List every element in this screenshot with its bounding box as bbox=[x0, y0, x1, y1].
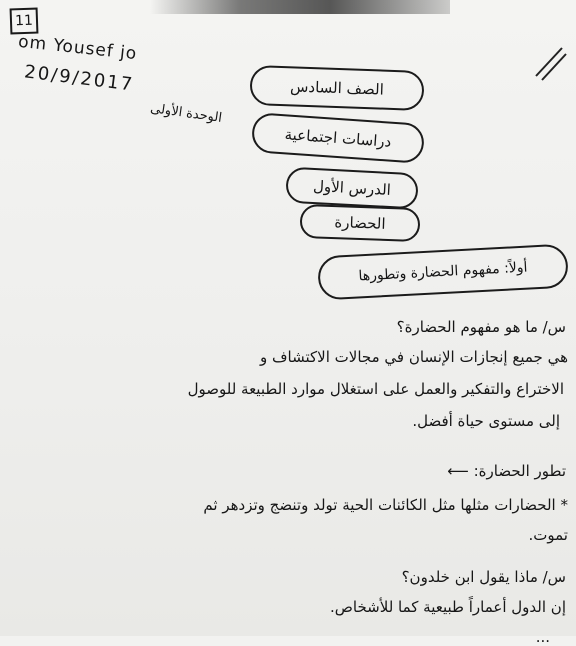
question-1: س/ ما هو مفهوم الحضارة؟ bbox=[396, 318, 566, 336]
answer-2-line-2: ... bbox=[535, 628, 550, 646]
scan-shadow bbox=[150, 0, 450, 14]
development-line-1: * الحضارات مثلها مثل الكائنات الحية تولد وتنضج وتزدهر ثم bbox=[203, 496, 568, 514]
answer-1-line-1: هي جميع إنجازات الإنسان في مجالات الاكتشاف و bbox=[259, 348, 568, 366]
section-title: أولاً: مفهوم الحضارة وتطورها bbox=[317, 243, 569, 300]
grade-label: الصف السادس bbox=[249, 65, 424, 111]
development-line-2: تموت. bbox=[528, 526, 568, 544]
margin-slash-marks bbox=[532, 42, 568, 82]
answer-1-line-2: الاختراع والتفكير والعمل على استغلال موارد الطبيعة للوصول bbox=[187, 380, 564, 398]
subject-label: دراسات اجتماعية bbox=[251, 112, 425, 164]
answer-2-line-1: إن الدول أعماراً طبيعية كما للأشخاص. bbox=[330, 598, 566, 616]
page-number: 11 bbox=[10, 8, 39, 35]
answer-1-line-3: إلى مستوى حياة أفضل. bbox=[412, 412, 560, 430]
unit-label: الوحدة الأولى bbox=[149, 101, 223, 126]
author-name: om Yousef jo bbox=[17, 31, 139, 65]
development-heading: تطور الحضارة: ⟵ bbox=[447, 462, 566, 480]
topic-label: الحضارة bbox=[299, 204, 420, 242]
date: 20/9/2017 bbox=[23, 61, 136, 96]
lesson-label: الدرس الأول bbox=[285, 167, 419, 210]
question-2: س/ ماذا يقول ابن خلدون؟ bbox=[401, 568, 566, 586]
